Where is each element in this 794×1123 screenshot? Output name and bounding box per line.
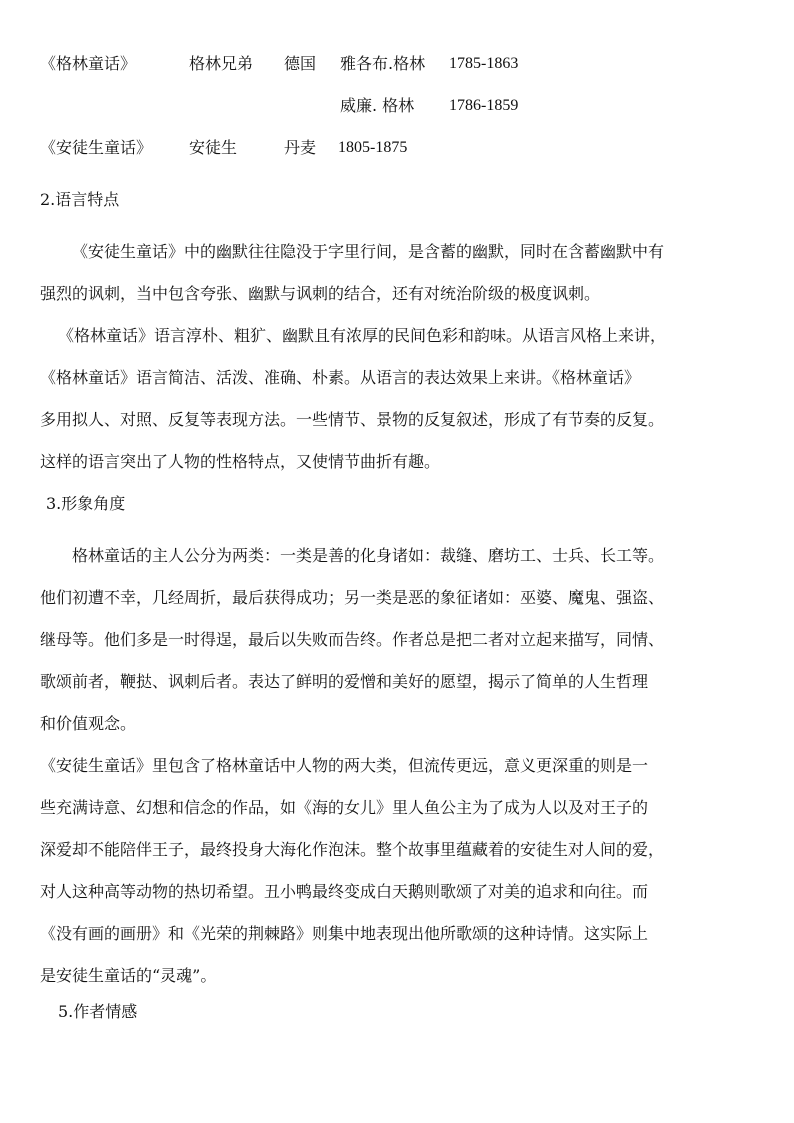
row1-years: 1785-1863 [449,55,519,72]
paragraph-line: 对人这种高等动物的热切希望。丑小鸭最终变成白天鹅则歌颂了对美的追求和向往。而 [40,882,649,901]
row1-author: 格林兄弟 [189,54,254,73]
paragraph-line: 《格林童话》语言淳朴、粗犷、幽默且有浓厚的民间色彩和韵味。从语言风格上来讲， [58,326,667,345]
row2-person: 威廉. 格林 [340,96,415,115]
paragraph-line: 歌颂前者，鞭挞、讽刺后者。表达了鲜明的爱憎和美好的愿望，揭示了简单的人生哲理 [40,672,649,691]
paragraph-line: 《安徒生童话》中的幽默往往隐没于字里行间，是含蓄的幽默，同时在含蓄幽默中有 [72,242,665,261]
row1-person: 雅各布.格林 [340,54,426,73]
section-heading-language: 2.语言特点 [40,190,120,209]
paragraph-line: 他们初遭不幸，几经周折，最后获得成功；另一类是恶的象征诸如：巫婆、魔鬼、强盗、 [40,588,665,607]
paragraph-line: 《格林童话》语言简洁、活泼、准确、朴素。从语言的表达效果上来讲。《格林童话》 [40,368,641,387]
section-heading-image: 3.形象角度 [46,494,126,513]
paragraph-line: 《没有画的画册》和《光荣的荆棘路》则集中地表现出他所歌颂的这种诗情。这实际上 [40,924,649,943]
paragraph-line: 多用拟人、对照、反复等表现方法。一些情节、景物的反复叙述，形成了有节奏的反复。 [40,410,665,429]
paragraph-line: 强烈的讽刺，当中包含夸张、幽默与讽刺的结合，还有对统治阶级的极度讽刺。 [40,284,601,303]
row1-book: 《格林童话》 [40,54,137,73]
row3-country: 丹麦 [284,138,317,157]
paragraph-line: 深爱却不能陪伴王子，最终投身大海化作泡沫。整个故事里蕴藏着的安徒生对人间的爱， [40,840,665,859]
paragraph-line: 格林童话的主人公分为两类：一类是善的化身诸如：裁缝、磨坊工、士兵、长工等。 [72,546,665,565]
row1-country: 德国 [284,54,317,73]
paragraph-line: 是安徒生童话的“灵魂”。 [40,966,217,985]
row3-book: 《安徒生童话》 [40,138,153,157]
section-heading-emotion: 5.作者情感 [58,1002,138,1021]
paragraph-line: 继母等。他们多是一时得逞，最后以失败而告终。作者总是把二者对立起来描写，同情、 [40,630,665,649]
paragraph-line: 这样的语言突出了人物的性格特点，又使情节曲折有趣。 [40,452,441,471]
paragraph-line: 些充满诗意、幻想和信念的作品，如《海的女儿》里人鱼公主为了成为人以及对王子的 [40,798,649,817]
paragraph-line: 《安徒生童话》里包含了格林童话中人物的两大类，但流传更远，意义更深重的则是一 [40,756,649,775]
paragraph-line: 和价值观念。 [40,714,137,733]
row2-years: 1786-1859 [449,97,519,114]
row3-years: 1805-1875 [338,139,408,156]
row3-author: 安徒生 [189,138,238,157]
